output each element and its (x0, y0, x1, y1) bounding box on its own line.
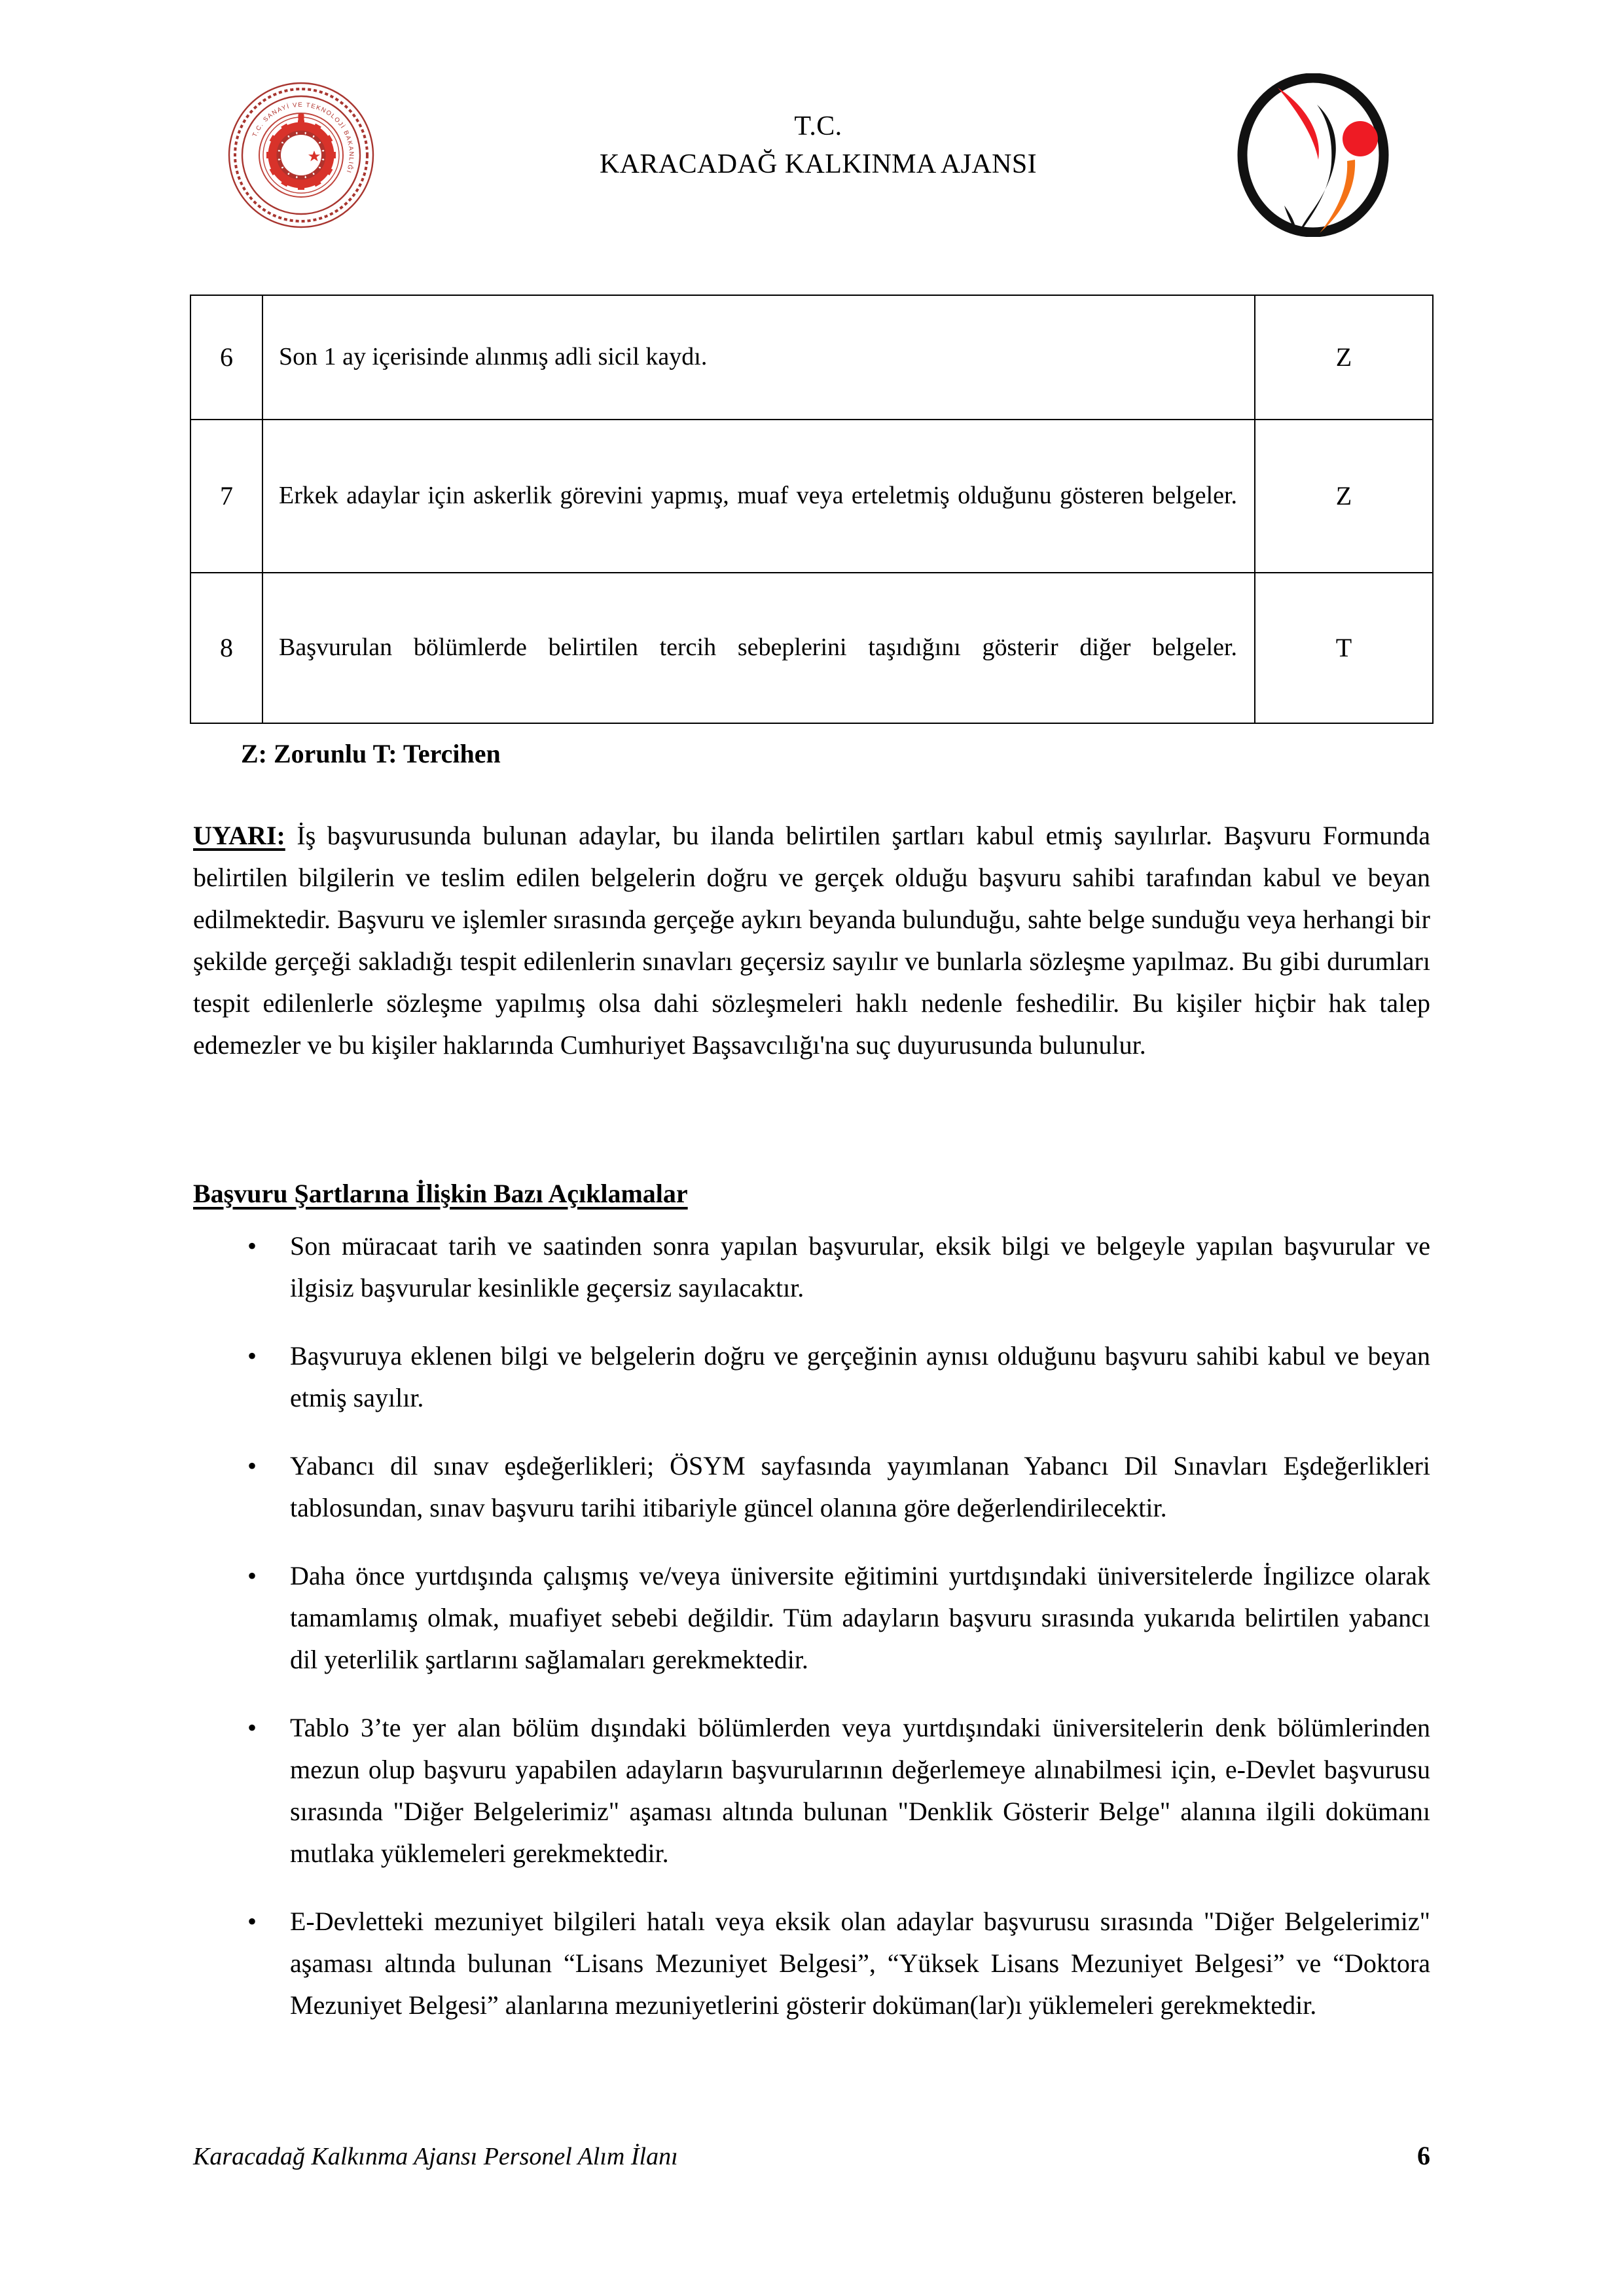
list-item-text: Daha önce yurtdışında çalışmış ve/veya üniversite eğitimini yurtdışındaki üniversitelerde İngilizce olarak tamamlamış olmak, muafiyet sebebi değildir. Tüm adayların başvuru sırasında yukarıda belirtilen yabancı dil yeterlilik şartlarını sağlamaları gerekmektedir. (290, 1561, 1430, 1674)
ministry-seal-icon (226, 80, 376, 230)
bullet-icon: • (247, 1231, 257, 1261)
row-description: Başvurulan bölümlerde belirtilen tercih sebeplerini taşıdığını gösterir diğer belgeler. (262, 573, 1255, 723)
page-footer (193, 2140, 1430, 2171)
page-header (0, 0, 1624, 262)
row-number: 8 (190, 573, 262, 723)
list-item (193, 1225, 1430, 1309)
page-number: 6 (1417, 2141, 1430, 2170)
bullet-icon: • (247, 1713, 257, 1742)
required-documents-table (190, 295, 1434, 724)
bullet-icon: • (247, 1907, 257, 1936)
table-row (190, 295, 1433, 420)
list-item (193, 1555, 1430, 1681)
karacadag-agency-logo-icon (1232, 73, 1394, 237)
bullet-icon: • (247, 1341, 257, 1371)
bullet-icon: • (247, 1451, 257, 1480)
list-item (193, 1901, 1430, 2026)
row-code: T (1255, 573, 1433, 723)
warning-label: UYARI: (193, 821, 285, 850)
list-item-text: Başvuruya eklenen bilgi ve belgelerin doğru ve gerçeğinin aynısı olduğunu başvuru sahibi kabul ve beyan etmiş sayılır. (290, 1341, 1430, 1412)
warning-paragraph (193, 815, 1430, 1066)
page-title (458, 108, 1178, 184)
list-item-text: Son müracaat tarih ve saatinden sonra yapılan başvurular, eksik bilgi ve belgeyle yapılan başvurular ve ilgisiz başvurular kesinlikle geçersiz sayılacaktır. (290, 1231, 1430, 1302)
row-number: 7 (190, 420, 262, 573)
bullet-icon: • (247, 1561, 257, 1590)
explanations-list (193, 1225, 1430, 2053)
row-code: Z (1255, 295, 1433, 420)
title-line-tc: T.C. (794, 111, 842, 141)
svg-text:T.C. SANAYİ VE TEKNOLOJİ BAKAN: T.C. SANAYİ VE TEKNOLOJİ BAKANLIĞI (251, 101, 355, 175)
row-number: 6 (190, 295, 262, 420)
footer-title: Karacadağ Kalkınma Ajansı Personel Alım İlanı (193, 2143, 678, 2170)
table-row (190, 420, 1433, 573)
row-code: Z (1255, 420, 1433, 573)
list-item-text: E-Devletteki mezuniyet bilgileri hatalı veya eksik olan adaylar başvurusu sırasında "Diğer Belgelerimiz" aşaması altında bulunan “Lisans Mezuniyet Belgesi”, “Yüksek Lisans Mezuniyet Belgesi” ve “Doktora Mezuniyet Belgesi” alanlarına mezuniyetlerini gösterir doküman(lar)ı yüklemeleri gerekmektedir. (290, 1907, 1430, 2020)
row-description: Son 1 ay içerisinde alınmış adli sicil kaydı. (262, 295, 1255, 420)
warning-text: İş başvurusunda bulunan adaylar, bu ilanda belirtilen şartları kabul etmiş sayılırlar. Başvuru Formunda belirtilen bilgilerin ve teslim edilen belgelerin doğru ve gerçek olduğu başvuru sahibi tarafından kabul ve beyan edilmektedir. Başvuru ve işlemler sırasında gerçeğe aykırı beyanda bulunduğu, sahte belge sunduğu veya herhangi bir şekilde gerçeği sakladığı tespit edilenlerin sınavları geçersiz sayılır ve bunlarla sözleşme yapılmaz. Bu gibi durumları tespit edilenlerle sözleşme yapılmış olsa dahi sözleşmeleri haklı nedenle feshedilir. Bu kişiler hiçbir hak talep edemezler ve bu kişiler haklarında Cumhuriyet Başsavcılığı'na suç duyurusunda bulunulur. (193, 821, 1430, 1060)
title-line-agency: KARACADAĞ KALKINMA AJANSI (599, 149, 1038, 179)
list-item (193, 1445, 1430, 1529)
list-item-text: Yabancı dil sınav eşdeğerlikleri; ÖSYM sayfasında yayımlanan Yabancı Dil Sınavları Eşdeğerlikleri tablosundan, sınav başvuru tarihi itibariyle güncel olanına göre değerlendirilecektir. (290, 1451, 1430, 1522)
table-legend: Z: Zorunlu T: Tercihen (241, 739, 501, 768)
row-description: Erkek adaylar için askerlik görevini yapmış, muaf veya erteletmiş olduğunu gösteren belgeler. (262, 420, 1255, 573)
list-item (193, 1335, 1430, 1419)
section-subheading: Başvuru Şartlarına İlişkin Bazı Açıklamalar (193, 1179, 688, 1208)
list-item (193, 1707, 1430, 1874)
list-item-text: Tablo 3’te yer alan bölüm dışındaki bölümlerden veya yurtdışındaki üniversitelerin denk bölümlerinden mezun olup başvuru yapabilen adayların başvurularının değerlemeye alınabilmesi için, e-Devlet başvurusu sırasında "Diğer Belgelerimiz" aşaması altında bulunan "Denklik Gösterir Belge" alanına ilgili dokümanı mutlaka yüklemeleri gerekmektedir. (290, 1713, 1430, 1868)
table-row (190, 573, 1433, 723)
